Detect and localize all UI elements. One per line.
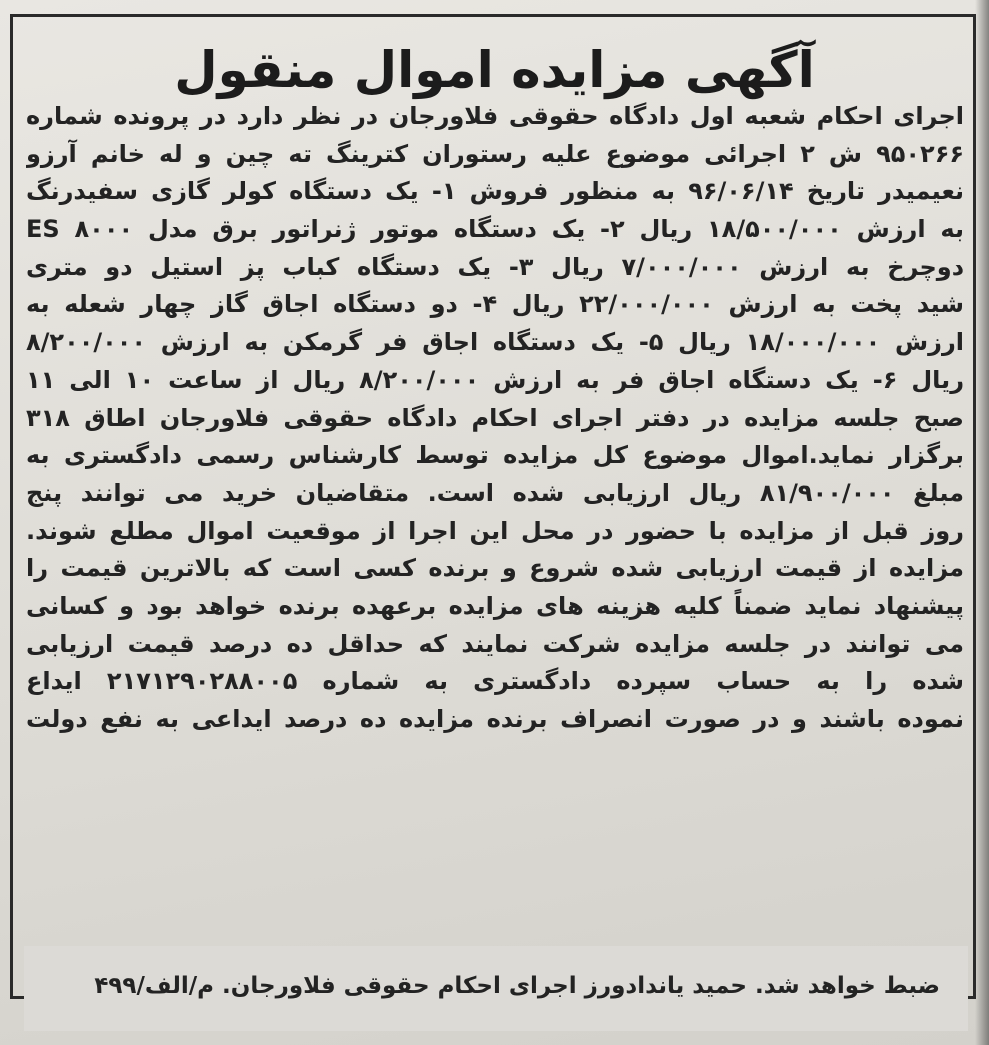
notice-line: به ارزش ۱۸/۵۰۰/۰۰۰ ریال ۲- یک دستگاه موتور ژنراتور برق مدل ES ۸۰۰۰ bbox=[26, 215, 964, 244]
notice-line: مبلغ ۸۱/۹۰۰/۰۰۰ ریال ارزیابی شده است. متقاضیان خرید می توانند پنج bbox=[26, 478, 964, 507]
notice-line: شده را به حساب سپرده دادگستری به شماره ۲۱۷۱۲۹۰۲۸۸۰۰۵ ایداع bbox=[26, 667, 964, 696]
notice-line: برگزار نماید.اموال موضوع کل مزایده توسط کارشناس رسمی دادگستری به bbox=[26, 441, 964, 470]
notice-line: ۹۵۰۲۶۶ ش ۲ اجرائی موضوع علیه رستوران کترینگ ته چین و له خانم آرزو bbox=[26, 139, 964, 168]
notice-line: نعیمیدر تاریخ ۹۶/۰۶/۱۴ به منظور فروش ۱- یک دستگاه کولر گازی سفیدرنگ bbox=[26, 177, 964, 206]
notice-line: اجرای احکام شعبه اول دادگاه حقوقی فلاورجان در نظر دارد در پرونده شماره bbox=[26, 102, 964, 130]
notice-line: شید پخت به ارزش ۲۲/۰۰۰/۰۰۰ ریال ۴- دو دستگاه اجاق گاز چهار شعله به bbox=[26, 290, 964, 319]
notice-line: روز قبل از مزایده با حضور در محل این اجرا از موقعیت اموال مطلع شوند. bbox=[26, 516, 964, 545]
notice-title: آگهی مزایده اموال منقول bbox=[174, 41, 815, 99]
notice-line: مزایده از قیمت ارزیابی شده شروع و برنده کسی است که بالاترین قیمت را bbox=[26, 554, 964, 583]
notice-line: ارزش ۱۸/۰۰۰/۰۰۰ ریال ۵- یک دستگاه اجاق فر گرمکن به ارزش ۸/۲۰۰/۰۰۰ bbox=[26, 328, 964, 357]
notice-footer-text: ضبط خواهد شد. حمید یاندادورز اجرای احکام حقوقی فلاورجان. م/الف/۴۹۹ bbox=[94, 973, 940, 999]
notice-line: ریال ۶- یک دستگاه اجاق فر به ارزش ۸/۲۰۰/۰۰۰ ریال از ساعت ۱۰ الی ۱۱ bbox=[26, 365, 964, 394]
notice-line: می توانند در جلسه مزایده شرکت نمایند که حداقل ده درصد قیمت ارزیابی bbox=[26, 629, 964, 658]
notice-line: نموده باشند و در صورت انصراف برنده مزایده ده درصد ایداعی به نفع دولت bbox=[26, 705, 964, 733]
page-edge-shadow bbox=[975, 0, 989, 1045]
notice-line: پیشنهاد نماید ضمناً کلیه هزینه های مزایده برعهده برنده خواهد بود و کسانی bbox=[26, 591, 964, 620]
notice-line: صبح جلسه مزایده در دفتر اجرای احکام دادگاه حقوقی فلاورجان اطاق ۳۱۸ bbox=[26, 403, 964, 432]
notice-line: دوچرخ به ارزش ۷/۰۰۰/۰۰۰ ریال ۳- یک دستگاه کباب پز استیل دو متری bbox=[26, 252, 964, 281]
notice-footer bbox=[24, 946, 968, 1031]
notice-body bbox=[26, 98, 964, 928]
